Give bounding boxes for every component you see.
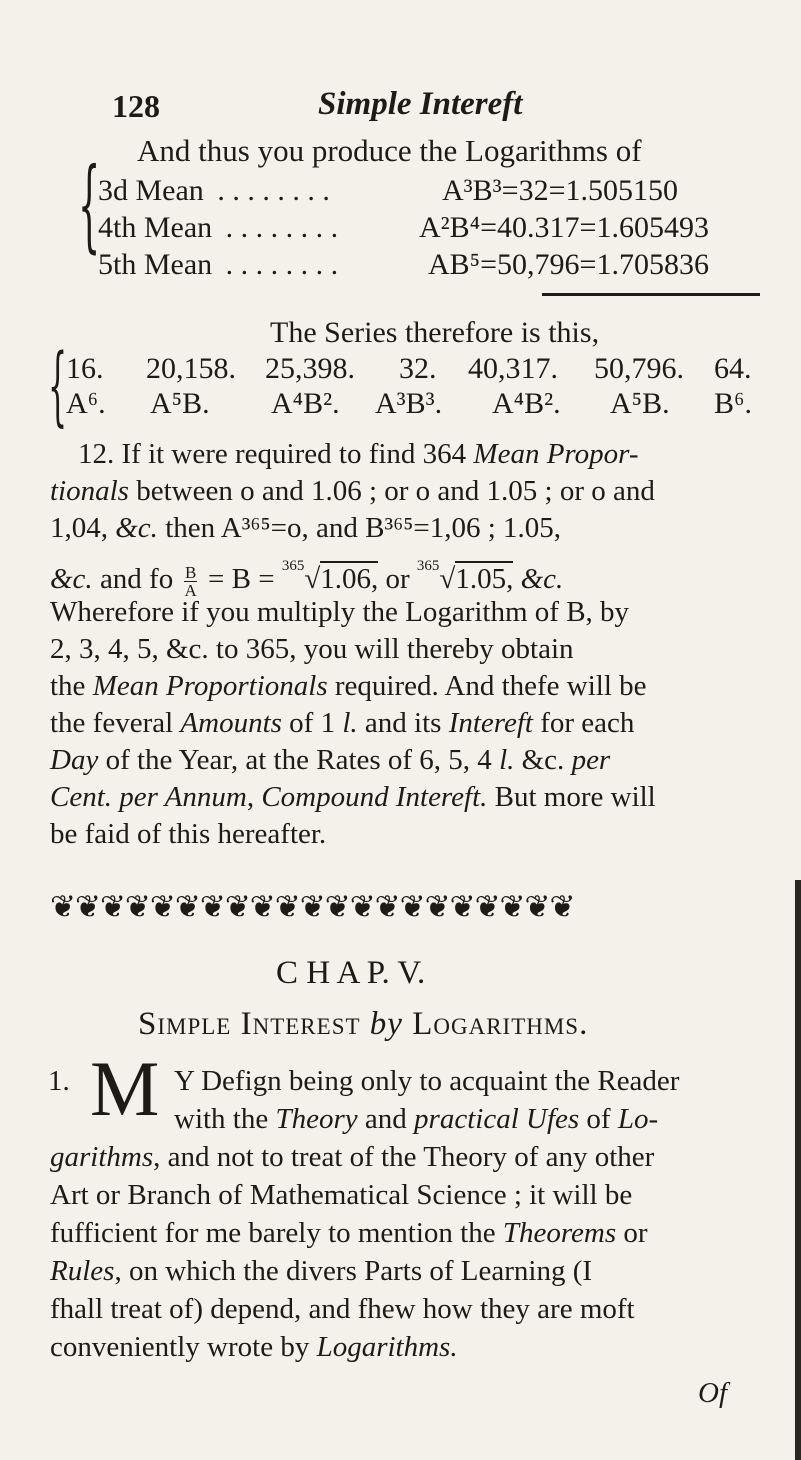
mean-formula: A³B³=32=1.505150 <box>442 174 679 207</box>
series-value: 16. <box>66 352 104 385</box>
mean-label: 5th Mean <box>98 248 213 281</box>
text-line: with the Theory and practical Ufes of Lo- <box>174 1103 659 1135</box>
series-term: A⁴B². <box>492 387 561 420</box>
text-line: the Mean Proportionals required. And thefe will be <box>50 670 647 702</box>
drop-cap: M <box>90 1045 160 1132</box>
mean-dots: . . . . . . . . <box>225 248 339 281</box>
page-number: 128 <box>112 88 160 124</box>
intro-line: And thus you produce the Logarithms of <box>137 133 642 168</box>
fraction: $\frac{B}{A}$ <box>184 562 197 600</box>
catchword: Of <box>698 1377 727 1409</box>
ornament-band: ❦❦❦❦❦❦❦❦❦❦❦❦❦❦❦❦❦❦❦❦❦ <box>50 889 575 924</box>
mean-formula: A²B⁴=40.317=1.605493 <box>419 211 709 244</box>
chapter-title: C H A P. V. <box>276 955 426 991</box>
text-line: 12. If it were required to find 364 Mean Propor- <box>78 438 639 470</box>
text-line: Rules, on which the divers Parts of Learning (I <box>50 1255 593 1287</box>
radical: √ <box>304 563 321 595</box>
text-line: fufficient for me barely to mention the Theorems or <box>50 1217 648 1249</box>
mean-row <box>98 211 338 245</box>
mean-label: 3d Mean <box>98 174 204 207</box>
mean-label: 4th Mean <box>98 211 213 244</box>
radical: √ <box>439 563 456 595</box>
text-line: Cent. per Annum, Compound Intereft. But more will <box>50 781 656 813</box>
series-term: A³B³. <box>375 387 443 420</box>
text-line: be faid of this hereafter. <box>50 818 327 850</box>
series-term: A⁴B². <box>271 387 340 420</box>
text-line: garithms, and not to treat of the Theory of any other <box>50 1141 655 1173</box>
formula-line: &c. and fo $\frac{B}{A}$ = B = $^{365}$√1.06, or $^{365}$√1.05, &c. <box>50 558 564 600</box>
text-line: 2, 3, 4, 5, &c. to 365, you will thereby obtain <box>50 633 574 665</box>
root-index: 365 <box>281 558 305 574</box>
chapter-subtitle: Simple Interest by Logarithms. <box>138 1006 589 1042</box>
series-brace: { <box>48 336 68 436</box>
text-line: Wherefore if you multiply the Logarithm of B, by <box>50 596 630 628</box>
mean-row <box>98 174 330 208</box>
running-title: Simple Intereft <box>318 86 523 122</box>
series-value: 32. <box>399 352 437 385</box>
series-term: A⁵B. <box>150 387 210 420</box>
page-edge-shadow <box>795 880 801 1460</box>
series-value: 50,796. <box>594 352 684 385</box>
series-value: 20,158. <box>146 352 236 385</box>
means-brace: { <box>78 146 101 263</box>
text-line: Day of the Year, at the Rates of 6, 5, 4 l. &c. per <box>50 744 611 776</box>
text-line: 1,04, &c. then A³⁶⁵=o, and B³⁶⁵=1,06 ; 1.05, <box>50 512 562 544</box>
mean-dots: . . . . . . . . <box>225 211 339 244</box>
mean-formula: AB⁵=50,796=1.705836 <box>428 248 709 281</box>
divider-rule <box>542 293 760 296</box>
root-index: 365 <box>416 558 440 574</box>
series-value: 64. <box>714 352 752 385</box>
series-term: B⁶. <box>714 387 752 420</box>
series-term: A⁶. <box>66 387 106 420</box>
series-value: 25,398. <box>265 352 355 385</box>
text-line: tionals between o and 1.06 ; or o and 1.05 ; or o and <box>50 475 655 507</box>
series-term: A⁵B. <box>610 387 670 420</box>
mean-dots: . . . . . . . . <box>217 174 330 207</box>
mean-row <box>98 248 338 282</box>
text-line: Art or Branch of Mathematical Science ; it will be <box>50 1179 633 1211</box>
text-line: the feveral Amounts of 1 l. and its Intereft for each <box>50 707 635 739</box>
series-heading: The Series therefore is this, <box>270 316 600 349</box>
text-line: conveniently wrote by Logarithms. <box>50 1331 458 1363</box>
series-value: 40,317. <box>468 352 558 385</box>
section-number: 1. <box>48 1065 70 1097</box>
text-line: Y Defign being only to acquaint the Reader <box>174 1065 680 1097</box>
text-line: fhall treat of) depend, and fhew how they are moft <box>50 1293 635 1325</box>
